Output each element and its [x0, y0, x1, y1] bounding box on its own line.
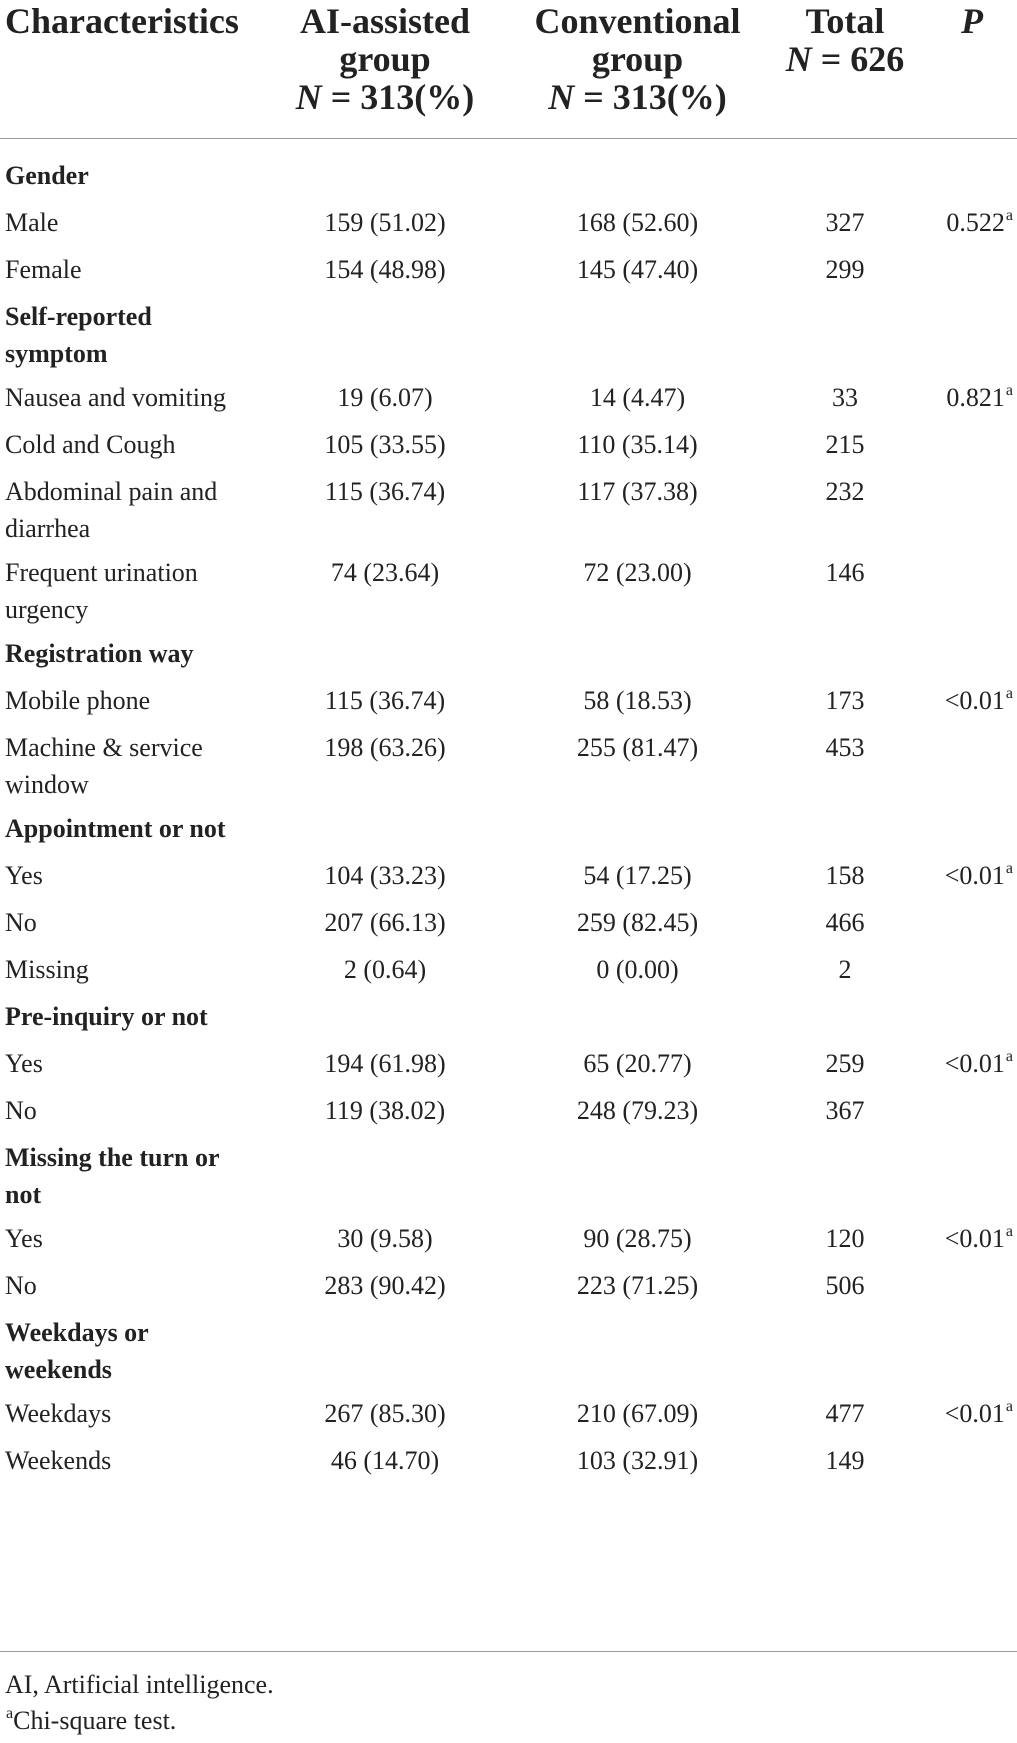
ai-group-value: 30 (9.58) — [337, 1224, 433, 1253]
row-label: Missing — [5, 955, 89, 984]
header-total: Total N = 626 — [785, 1, 905, 79]
header-ai-n-value: = 313(%) — [321, 77, 475, 117]
ai-group-value: 154 (48.98) — [324, 255, 446, 284]
p-value-footnote-marker: a — [1005, 860, 1013, 877]
conventional-group-value: 0 (0.00) — [596, 955, 679, 984]
p-value-footnote-marker: a — [1005, 685, 1013, 702]
p-value-footnote-marker: a — [1005, 382, 1013, 399]
p-value: <0.01 — [944, 1049, 1005, 1078]
conventional-group-value: 54 (17.25) — [583, 861, 692, 890]
group-header-row — [0, 1314, 1017, 1395]
row-label: Nausea and vomiting — [5, 383, 226, 412]
header-p-value: P — [961, 1, 983, 41]
p-value-footnote-marker: a — [1005, 207, 1013, 224]
p-value-cell — [925, 1395, 1017, 1432]
conventional-group-value: 259 (82.45) — [576, 908, 699, 937]
group-label: Self-reported symptom — [5, 302, 152, 368]
ai-group-value: 46 (14.70) — [330, 1446, 440, 1475]
p-value-footnote-marker: a — [1005, 1048, 1013, 1065]
group-label: Registration way — [5, 639, 194, 668]
row-label: No — [5, 908, 37, 937]
ai-group-value: 283 (90.42) — [324, 1271, 446, 1300]
row-label: Yes — [5, 1049, 43, 1078]
conventional-group-value: 58 (18.53) — [583, 686, 692, 715]
header-total-n-value: = 626 — [811, 39, 905, 79]
row-label: Weekdays — [5, 1399, 112, 1428]
table-row — [0, 729, 1017, 810]
conventional-group-value: 90 (28.75) — [583, 1224, 692, 1253]
table-row — [0, 204, 1017, 251]
group-label: Missing the turn or not — [5, 1143, 220, 1209]
total-value: 33 — [832, 383, 858, 412]
group-header-row — [0, 157, 1017, 204]
ai-group-value: 267 (85.30) — [324, 1399, 446, 1428]
row-label: Cold and Cough — [5, 430, 176, 459]
header-ai-group: AI-assisted group N = 313(%) — [295, 1, 475, 117]
ai-group-value: 104 (33.23) — [324, 861, 446, 890]
table-row — [0, 554, 1017, 635]
ai-group-value: 194 (61.98) — [324, 1049, 446, 1078]
conventional-group-value: 117 (37.38) — [577, 477, 698, 506]
total-value: 259 — [825, 1049, 865, 1078]
p-value-cell — [925, 682, 1017, 719]
ai-group-value: 159 (51.02) — [324, 208, 446, 237]
group-header-row — [0, 635, 1017, 682]
group-header-row — [0, 810, 1017, 857]
total-value: 173 — [825, 686, 865, 715]
conventional-group-value: 145 (47.40) — [576, 255, 699, 284]
footnote-chi-square — [5, 1705, 176, 1737]
table-row — [0, 951, 1017, 998]
row-label: Weekends — [5, 1446, 112, 1475]
p-value-cell — [925, 1220, 1017, 1257]
header-divider — [0, 138, 1017, 139]
p-value-cell — [925, 204, 1017, 241]
group-label: Appointment or not — [5, 814, 226, 843]
ai-group-value: 19 (6.07) — [337, 383, 433, 412]
ai-group-value: 115 (36.74) — [324, 686, 446, 715]
table-row — [0, 857, 1017, 904]
conventional-group-value: 103 (32.91) — [576, 1446, 699, 1475]
p-value-footnote-marker: a — [1005, 1223, 1013, 1240]
footnote-marker: a — [6, 1705, 14, 1722]
header-total-n-symbol: N — [785, 39, 812, 79]
total-value: 149 — [825, 1446, 865, 1475]
conventional-group-value: 210 (67.09) — [576, 1399, 699, 1428]
p-value-cell — [925, 379, 1017, 416]
p-value: <0.01 — [944, 686, 1005, 715]
table-row — [0, 1442, 1017, 1489]
p-value-cell — [925, 1045, 1017, 1082]
header-characteristics: Characteristics — [5, 1, 239, 41]
conventional-group-value: 248 (79.23) — [576, 1096, 699, 1125]
header-conv-n-value: = 313(%) — [574, 77, 727, 117]
ai-group-value: 119 (38.02) — [324, 1096, 446, 1125]
row-label: No — [5, 1271, 37, 1300]
p-value-footnote-marker: a — [1005, 1398, 1013, 1415]
header-conv-n-symbol: N — [548, 77, 575, 117]
row-label: Female — [5, 255, 82, 284]
table-row — [0, 473, 1017, 554]
total-value: 327 — [825, 208, 865, 237]
p-value: <0.01 — [944, 861, 1005, 890]
group-header-row — [0, 1139, 1017, 1220]
header-ai-n-symbol: N — [295, 77, 322, 117]
ai-group-value: 198 (63.26) — [324, 733, 446, 762]
p-value: <0.01 — [944, 1224, 1005, 1253]
group-header-row — [0, 298, 1017, 379]
table-row — [0, 904, 1017, 951]
total-value: 477 — [825, 1399, 865, 1428]
table-row — [0, 1395, 1017, 1442]
row-label: Abdominal pain and diarrhea — [5, 477, 218, 543]
row-label: No — [5, 1096, 37, 1125]
row-label: Yes — [5, 1224, 43, 1253]
footnote-abbreviation: AI, Artificial intelligence. — [5, 1670, 274, 1699]
row-label: Mobile phone — [5, 686, 151, 715]
total-value: 466 — [825, 908, 865, 937]
total-value: 215 — [825, 430, 865, 459]
footer-divider — [0, 1651, 1017, 1652]
conventional-group-value: 255 (81.47) — [576, 733, 699, 762]
footnote-text: Chi-square test. — [13, 1706, 177, 1735]
group-label: Pre-inquiry or not — [5, 1002, 208, 1031]
ai-group-value: 2 (0.64) — [343, 955, 427, 984]
total-value: 299 — [825, 255, 865, 284]
total-value: 146 — [825, 558, 865, 587]
row-label: Machine & service window — [5, 733, 203, 799]
conventional-group-value: 223 (71.25) — [576, 1271, 699, 1300]
table-row — [0, 251, 1017, 298]
p-value-cell — [925, 857, 1017, 894]
ai-group-value: 74 (23.64) — [330, 558, 440, 587]
total-value: 453 — [825, 733, 865, 762]
conventional-group-value: 168 (52.60) — [576, 208, 699, 237]
conventional-group-value: 14 (4.47) — [589, 383, 686, 412]
total-value: 158 — [825, 861, 865, 890]
table-row — [0, 426, 1017, 473]
group-label: Weekdays or weekends — [5, 1318, 149, 1384]
ai-group-value: 115 (36.74) — [324, 477, 446, 506]
group-label: Gender — [5, 161, 89, 190]
table-header — [0, 0, 1017, 117]
total-value: 120 — [825, 1224, 865, 1253]
conventional-group-value: 72 (23.00) — [583, 558, 692, 587]
ai-group-value: 105 (33.55) — [324, 430, 446, 459]
table-row — [0, 379, 1017, 426]
p-value: <0.01 — [944, 1399, 1005, 1428]
conventional-group-value: 110 (35.14) — [577, 430, 698, 459]
total-value: 232 — [825, 477, 865, 506]
p-value: 0.522 — [946, 208, 1005, 237]
group-header-row — [0, 998, 1017, 1045]
row-label: Male — [5, 208, 59, 237]
total-value: 506 — [825, 1271, 865, 1300]
table-row — [0, 682, 1017, 729]
header-conventional-group: Conventional group N = 313(%) — [534, 1, 741, 117]
row-label: Yes — [5, 861, 43, 890]
ai-group-value: 207 (66.13) — [324, 908, 446, 937]
row-label: Frequent urination urgency — [5, 558, 198, 624]
table-row — [0, 1092, 1017, 1139]
p-value: 0.821 — [946, 383, 1005, 412]
total-value: 2 — [838, 955, 852, 984]
table-row — [0, 1045, 1017, 1092]
table-row — [0, 1267, 1017, 1314]
table-body — [0, 157, 1017, 1489]
conventional-group-value: 65 (20.77) — [583, 1049, 692, 1078]
total-value: 367 — [825, 1096, 865, 1125]
table-row — [0, 1220, 1017, 1267]
